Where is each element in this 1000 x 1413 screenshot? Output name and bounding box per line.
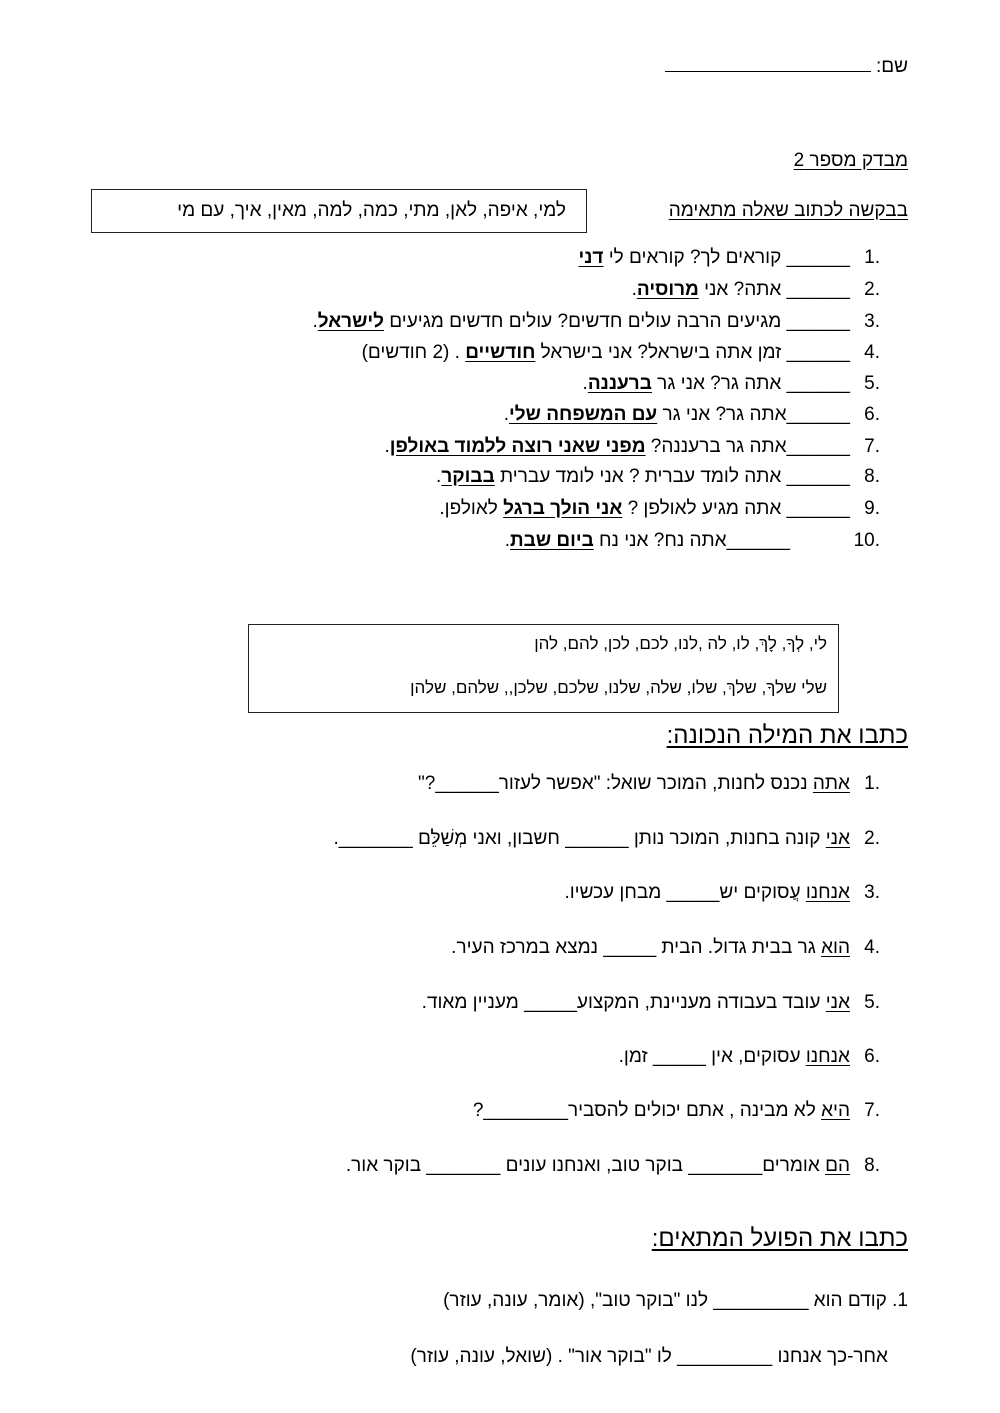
- question-number: 2.: [864, 279, 880, 300]
- pronoun-box: [248, 624, 839, 713]
- exercise-row: [346, 1155, 850, 1177]
- name-label: שם:: [875, 56, 908, 77]
- exercise-number: 4.: [864, 937, 880, 958]
- answer-text: ביום שבת: [510, 530, 594, 551]
- exercise-number: 2.: [864, 828, 880, 849]
- answer-text: ברעננה: [587, 373, 652, 394]
- exercise-text: נכנס לחנות, המוכר שואל: "אפשר לעזור______?": [418, 773, 813, 794]
- question-number: 4.: [864, 342, 880, 363]
- question-text: ______אתה נח? אני נח: [593, 530, 790, 551]
- question-suffix: .: [503, 404, 510, 425]
- answer-text: עם המשפחה שלי: [509, 404, 658, 425]
- question-number: 10.: [853, 530, 880, 551]
- question-number: 1.: [864, 247, 880, 268]
- exercise-number: 7.: [864, 1100, 880, 1121]
- question-suffix: .: [312, 311, 318, 332]
- question-row: [385, 436, 850, 458]
- answer-text: לישראל: [317, 311, 385, 332]
- answer-text: בבוקר: [441, 466, 495, 487]
- answer-text: אני הולך ברגל: [503, 498, 623, 519]
- question-text: ______ זמן אתה בישראל? אני בישראל: [535, 342, 850, 363]
- question-words-list: למי, איפה, לאן, מתי, כמה, למה, מאין, איך, עם מי: [177, 200, 566, 221]
- question-suffix: . (2 חודשים): [361, 342, 466, 363]
- question-suffix: .: [631, 279, 637, 300]
- question-number: 7.: [864, 436, 880, 457]
- question-number: 9.: [864, 498, 880, 519]
- exercise-row: [564, 882, 850, 904]
- question-text: ______ אתה לומד עברית ? אני לומד עברית: [494, 466, 850, 487]
- name-field: [665, 56, 908, 78]
- question-words-box: [91, 189, 587, 233]
- exercise-number: 3.: [864, 882, 880, 903]
- question-row: [504, 404, 850, 426]
- name-blank[interactable]: [665, 57, 871, 72]
- exercise-subject: אתה: [812, 773, 850, 794]
- exercise-row: [422, 992, 850, 1014]
- exercise-row: [333, 828, 850, 850]
- section3-line-1: 1. קודם הוא _________ לנו "בוקר טוב", (אומר, עונה, עוזר): [443, 1290, 908, 1311]
- exercise-subject: אני: [825, 992, 850, 1013]
- exercise-subject: אנחנו: [805, 882, 850, 903]
- question-row: [312, 311, 850, 333]
- exercise-subject: היא: [821, 1100, 850, 1121]
- exercise-text: קונה בחנות, המוכר נותן ______ חשבון, ואני מְשַׁלֵּם _______.: [333, 828, 826, 849]
- question-number: 3.: [864, 311, 880, 332]
- exercise-number: 5.: [864, 992, 880, 1013]
- exercise-number: 1.: [864, 773, 880, 794]
- exercise-row: [451, 937, 850, 959]
- exercise-text: לא מבינה , אתם יכולים להסביר________?: [472, 1100, 822, 1121]
- pronoun-line-1: לי, לְךָ, לָךְ, לו, לה ,לנו, לכם, לכן, להם, להן: [534, 634, 827, 653]
- question-row: [632, 279, 850, 301]
- question-row: [505, 530, 790, 552]
- question-text: ______ אתה גר? אני גר: [651, 373, 850, 394]
- exercise-subject: הוא: [821, 937, 850, 958]
- question-suffix: .: [436, 466, 442, 487]
- exercise-subject: אנחנו: [805, 1046, 850, 1067]
- question-suffix: לאולפן.: [439, 498, 504, 519]
- question-row: [578, 247, 850, 269]
- question-text: ______ קוראים לך? קוראים לי: [603, 247, 850, 268]
- quiz-title: מבדק מספר 2: [793, 150, 908, 171]
- exercise-subject: הם: [825, 1155, 850, 1176]
- exercise-text: עֲסוקים יש_____ מבחן עכשיו.: [564, 882, 806, 903]
- question-suffix: .: [582, 373, 588, 394]
- section3-title: כתבו את הפועל המתאים:: [651, 1225, 908, 1252]
- question-suffix: .: [504, 530, 511, 551]
- question-row: [436, 466, 850, 488]
- exercise-subject: אני: [825, 828, 850, 849]
- exercise-row: [473, 1100, 850, 1122]
- question-row: [362, 342, 850, 364]
- section2-title: כתבו את המילה הנכונה:: [666, 722, 908, 749]
- question-row: [439, 498, 850, 520]
- exercise-row: [418, 773, 850, 795]
- question-text: ______אתה גר ברעננה?: [645, 436, 850, 457]
- exercise-text: אומרים_______ בוקר טוב, ואנחנו עונים _______ בוקר אור.: [345, 1155, 826, 1176]
- question-row: [583, 373, 850, 395]
- answer-text: חודשיים: [465, 342, 536, 363]
- exercise-row: [619, 1046, 850, 1068]
- question-text: ______אתה גר? אני גר: [657, 404, 850, 425]
- question-text: ______ אתה? אני: [698, 279, 850, 300]
- question-suffix: .: [384, 436, 390, 457]
- section3-line-2: אחר-כך אנחנו _________ לו "בוקר אור" . (שואל, עונה, עוזר): [410, 1346, 888, 1367]
- exercise-text: גר בבית גדול. הבית _____ נמצא במרכז העיר.: [451, 937, 822, 958]
- question-number: 5.: [864, 373, 880, 394]
- answer-text: מפני שאני רוצה ללמוד באולפן: [389, 436, 646, 457]
- question-text: ______ מגיעים הרבה עולים חדשים? עולים חדשים מגיעים: [384, 311, 850, 332]
- answer-text: מרוסיה: [636, 279, 699, 300]
- answer-text: דני: [578, 247, 604, 268]
- section1-instruction: בבקשה לכתוב שאלה מתאימה: [668, 200, 908, 221]
- pronoun-line-2: שלי שלךָ, שלךְ, שלו, שלה, שלנו, שלכם, שלכן,, שלהם, שלהן: [410, 678, 827, 697]
- exercise-number: 6.: [864, 1046, 880, 1067]
- question-number: 6.: [864, 404, 880, 425]
- question-number: 8.: [864, 466, 880, 487]
- exercise-text: עובד בעבודה מעניינת, המקצוע_____ מעניין מאוד.: [421, 992, 826, 1013]
- exercise-number: 8.: [864, 1155, 880, 1176]
- question-text: ______ אתה מגיע לאולפן ?: [622, 498, 850, 519]
- exercise-text: עסוקים, אין _____ זמן.: [618, 1046, 806, 1067]
